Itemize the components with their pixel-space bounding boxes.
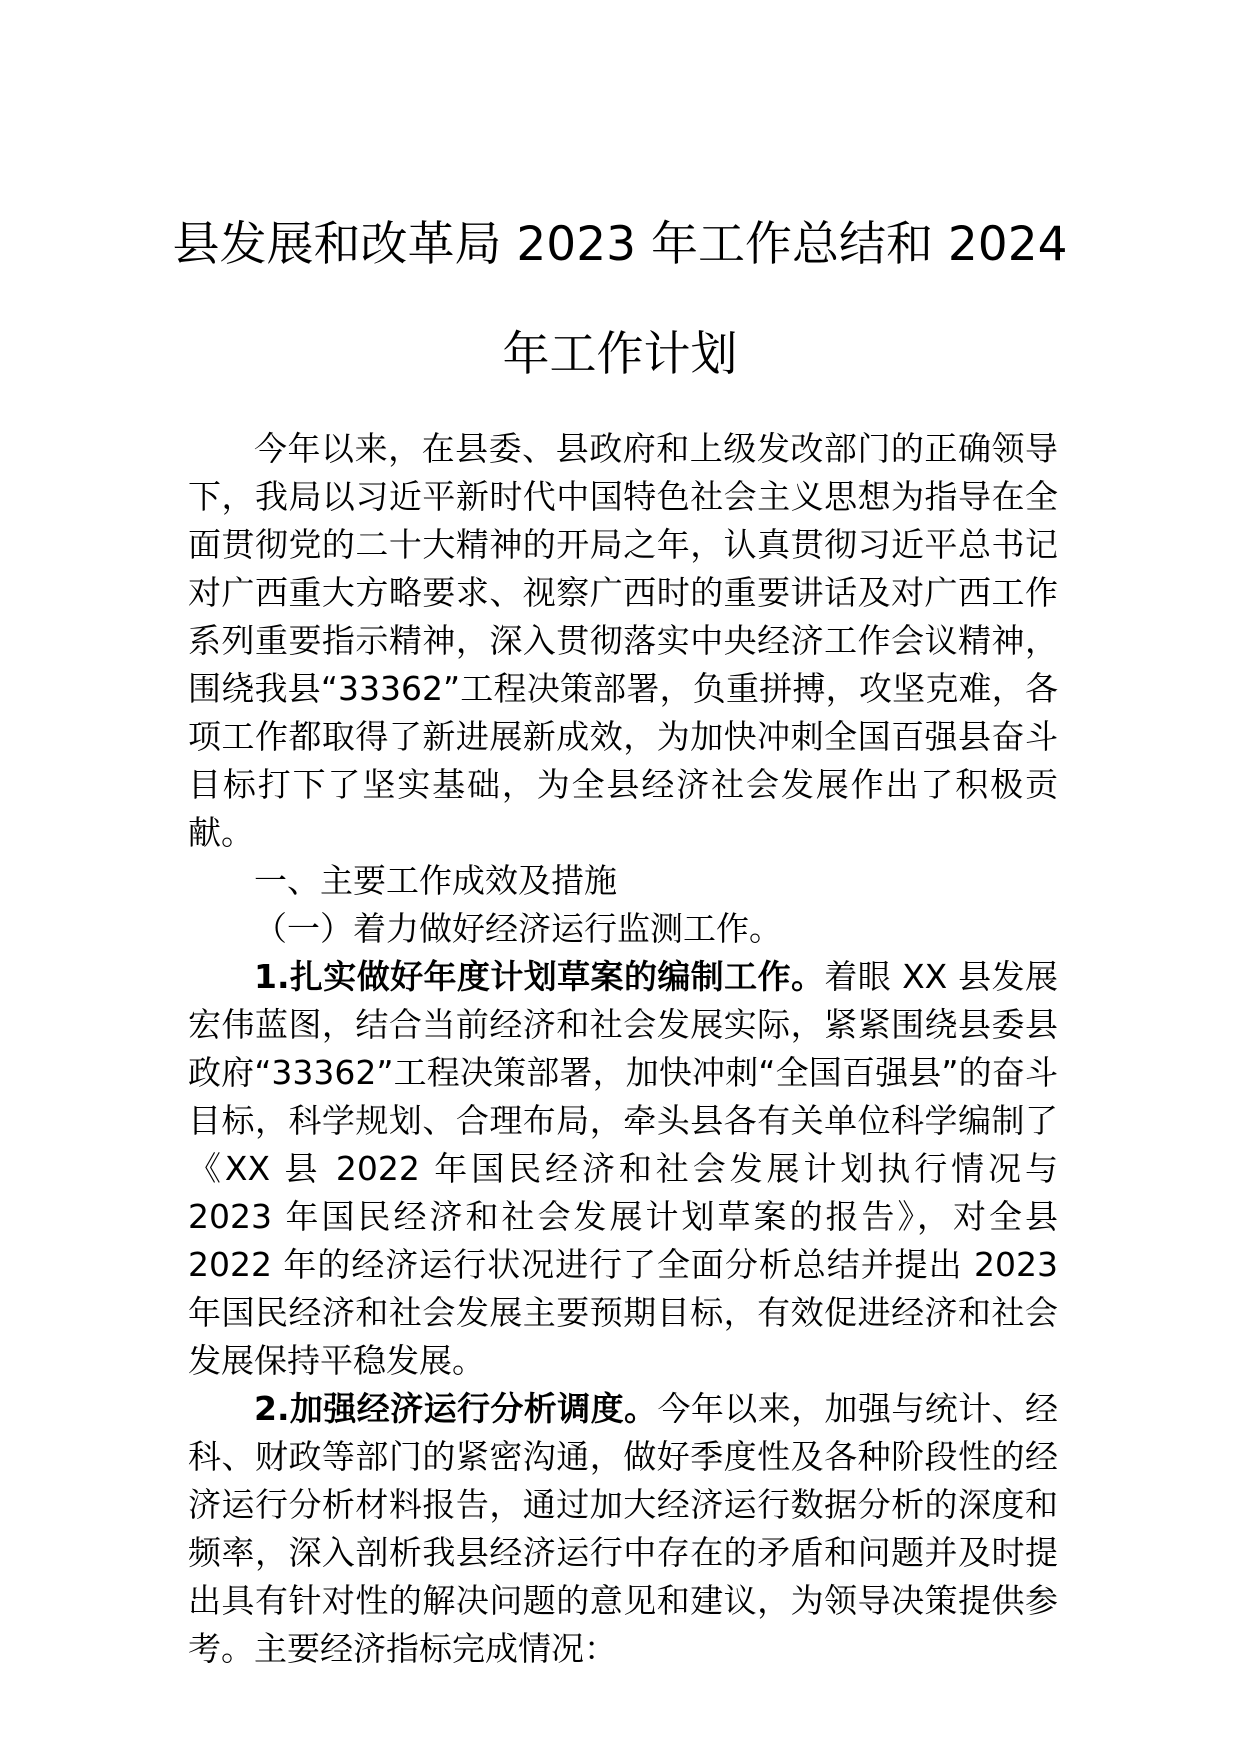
subsection-heading: （一）着力做好经济运行监测工作。 xyxy=(254,909,782,948)
item-1-text: 着眼 XX 县发展宏伟蓝图，结合当前经济和社会发展实际，紧紧围绕县委县政府“33362”工程决策部署，加快冲刺“全国百强县”的奋斗目标，科学规划、合理布局，牵头县各有关单位科学编制了《XX 县 2022 年国民经济和社会发展计划执行情况与 2023 年国民经济和社会发展计划草案的报告》，对全县 2022 年的经济运行状况进行了全面分析总结并提出 2023 年国民经济和社会发展主要预期目标，有效促进经济和社会发展保持平稳发展。 xyxy=(188,957,1058,1380)
document-body xyxy=(188,425,1058,1673)
intro-paragraph: 今年以来，在县委、县政府和上级发改部门的正确领导下，我局以习近平新时代中国特色社会主义思想为指导在全面贯彻党的二十大精神的开局之年，认真贯彻习近平总书记对广西重大方略要求、视察广西时的重要讲话及对广西工作系列重要指示精神，深入贯彻落实中央经济工作会议精神，围绕我县“33362”工程决策部署，负重拼搏，攻坚克难，各项工作都取得了新进展新成效，为加快冲刺全国百强县奋斗目标打下了坚实基础，为全县经济社会发展作出了积极贡献。 xyxy=(188,429,1058,852)
document-title xyxy=(150,190,1090,410)
item-1-paragraph xyxy=(188,953,1058,1385)
document-title-line-2: 年工作计划 xyxy=(502,327,738,382)
item-2-text: 今年以来，加强与统计、经科、财政等部门的紧密沟通，做好季度性及各种阶段性的经济运行分析材料报告，通过加大经济运行数据分析的深度和频率，深入剖析我县经济运行中存在的矛盾和问题并及时提出具有针对性的解决问题的意见和建议，为领导决策提供参考。主要经济指标完成情况： xyxy=(188,1389,1059,1668)
document-title-line-1: 县发展和改革局 2023 年工作总结和 2024 xyxy=(172,217,1068,272)
section-heading: 一、主要工作成效及措施 xyxy=(254,861,617,900)
item-2-heading: 2.加强经济运行分析调度。 xyxy=(254,1389,658,1428)
item-2-paragraph xyxy=(188,1385,1058,1673)
item-1-heading: 1.扎实做好年度计划草案的编制工作。 xyxy=(254,957,825,996)
